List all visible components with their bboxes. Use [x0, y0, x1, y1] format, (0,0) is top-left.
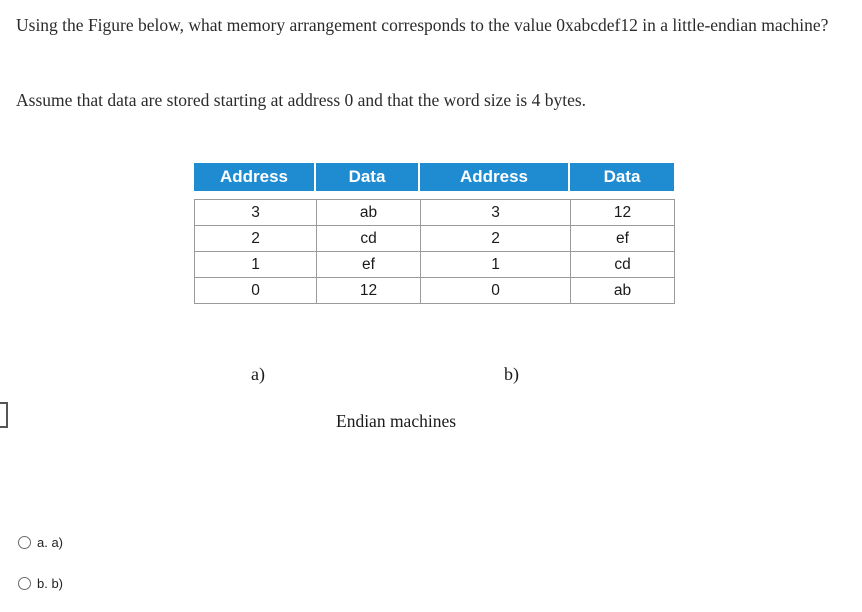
data-cell: ab — [571, 278, 675, 304]
table-row — [195, 200, 675, 226]
address-cell: 1 — [421, 252, 571, 278]
header-data-b: Data — [570, 163, 674, 191]
data-cell: ab — [317, 200, 421, 226]
address-cell: 0 — [195, 278, 317, 304]
address-cell: 1 — [195, 252, 317, 278]
figure-table — [194, 199, 675, 304]
data-cell: cd — [571, 252, 675, 278]
data-cell: cd — [317, 226, 421, 252]
radio-button-icon[interactable] — [18, 577, 31, 590]
header-data-a: Data — [316, 163, 420, 191]
address-cell: 2 — [195, 226, 317, 252]
address-cell: 2 — [421, 226, 571, 252]
data-cell: ef — [317, 252, 421, 278]
radio-button-icon[interactable] — [18, 536, 31, 549]
figure-title: Endian machines — [336, 411, 457, 431]
data-cell: 12 — [571, 200, 675, 226]
table-row — [195, 252, 675, 278]
table-row — [195, 278, 675, 304]
option-label: b. b) — [37, 576, 64, 591]
caption-b: b) — [504, 364, 519, 384]
collapsed-side-handle[interactable] — [0, 402, 8, 428]
header-address-a: Address — [194, 163, 316, 191]
caption-a: a) — [251, 364, 265, 384]
assumption-text: Assume that data are stored starting at address 0 and that the word size is 4 bytes. — [16, 90, 587, 110]
address-cell: 3 — [421, 200, 571, 226]
figure-table-header — [194, 163, 674, 191]
answer-option-b[interactable] — [18, 576, 63, 591]
address-cell: 0 — [421, 278, 571, 304]
data-cell: ef — [571, 226, 675, 252]
address-cell: 3 — [195, 200, 317, 226]
answer-option-a[interactable] — [18, 535, 63, 550]
table-row — [195, 226, 675, 252]
header-address-b: Address — [420, 163, 570, 191]
question-text: Using the Figure below, what memory arrangement corresponds to the value 0xabcdef12 in a little-endian machine? — [16, 15, 829, 35]
data-cell: 12 — [317, 278, 421, 304]
option-label: a. a) — [37, 535, 64, 550]
